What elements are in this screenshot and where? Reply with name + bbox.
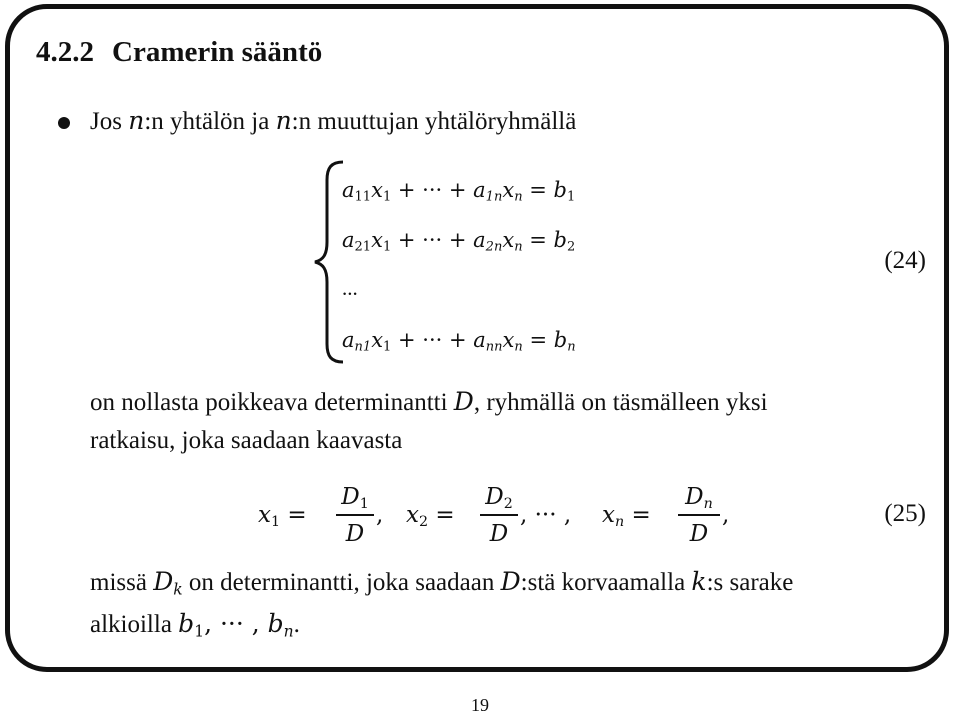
text-part: , ryhmällä on täsmälleen yksi bbox=[473, 389, 768, 416]
intro-part: :n yhtälön ja bbox=[144, 108, 276, 135]
subscript: 1 bbox=[194, 622, 205, 641]
subscript: 1n bbox=[485, 189, 503, 205]
text-part: on nollasta poikkeava determinantti bbox=[90, 389, 454, 416]
variable: x bbox=[371, 228, 383, 252]
section-title bbox=[36, 34, 322, 70]
text-part: missä bbox=[90, 569, 154, 596]
denominator: D bbox=[689, 521, 709, 547]
ellipsis: , ··· , bbox=[204, 609, 268, 638]
variable: x bbox=[371, 178, 383, 202]
numerator bbox=[480, 482, 518, 514]
variable: D bbox=[500, 567, 521, 596]
formula-term-n bbox=[602, 500, 651, 530]
operator: + ··· + bbox=[391, 178, 474, 202]
variable: x bbox=[502, 178, 515, 202]
subscript: 21 bbox=[354, 239, 372, 255]
equals-sign: = bbox=[522, 328, 554, 352]
subscript: 1 bbox=[382, 189, 392, 205]
subscript: n1 bbox=[354, 339, 372, 355]
subscript: 11 bbox=[354, 189, 372, 205]
body-text-line: ratkaisu, joka saadaan kaavasta bbox=[90, 427, 403, 454]
operator: + ··· + bbox=[391, 228, 474, 252]
subscript: n bbox=[283, 622, 294, 641]
subscript: 1 bbox=[383, 339, 392, 355]
body-text-line bbox=[90, 608, 300, 641]
coefficient: a bbox=[342, 178, 355, 202]
variable: x bbox=[502, 328, 515, 352]
text-part: alkioilla bbox=[90, 611, 179, 638]
body-text-line bbox=[90, 566, 793, 599]
subscript: n bbox=[514, 189, 523, 205]
equals-sign: = bbox=[280, 502, 307, 528]
subscript: 2 bbox=[418, 513, 429, 530]
variable: b bbox=[178, 609, 195, 638]
bullet-icon bbox=[58, 117, 70, 129]
subscript: 1 bbox=[566, 189, 576, 205]
subscript: n bbox=[703, 495, 713, 512]
denominator: D bbox=[489, 521, 509, 547]
subscript: 2n bbox=[485, 239, 503, 255]
comma: , bbox=[722, 502, 730, 528]
text-part: on determinantti, joka saadaan bbox=[182, 569, 501, 596]
operator: + ··· + bbox=[391, 328, 474, 352]
intro-part: :n muuttujan yhtälöryhmällä bbox=[291, 108, 577, 135]
numerator bbox=[678, 482, 720, 514]
variable: x bbox=[502, 228, 515, 252]
equation-number-25: (25) bbox=[884, 500, 926, 527]
intro-variable: n bbox=[128, 106, 145, 135]
variable: D bbox=[341, 484, 360, 510]
subscript: n bbox=[514, 239, 523, 255]
fraction-2 bbox=[480, 482, 518, 551]
equation-row-2 bbox=[342, 226, 575, 254]
intro-text bbox=[90, 105, 576, 138]
variable: D bbox=[685, 484, 704, 510]
equals-sign: = bbox=[522, 228, 554, 252]
section-title-text: Cramerin sääntö bbox=[112, 36, 323, 68]
subscript: 2 bbox=[503, 495, 513, 512]
subscript: n bbox=[567, 339, 576, 355]
subscript: 2 bbox=[566, 239, 576, 255]
subscript: nn bbox=[485, 339, 503, 355]
equation-row-n bbox=[342, 326, 576, 354]
equation-row-1 bbox=[342, 176, 575, 204]
coefficient: a bbox=[473, 228, 486, 252]
subscript: n bbox=[614, 513, 625, 530]
page-number: 19 bbox=[471, 695, 489, 715]
period: . bbox=[293, 611, 300, 638]
constant: b bbox=[553, 328, 568, 352]
text-part: :s sarake bbox=[706, 569, 794, 596]
equation-dots: ... bbox=[342, 276, 358, 300]
coefficient: a bbox=[342, 328, 355, 352]
equals-sign: = bbox=[522, 178, 554, 202]
equation-number-24: (24) bbox=[884, 247, 926, 274]
variable: b bbox=[267, 609, 284, 638]
subscript: 1 bbox=[359, 495, 369, 512]
equals-sign: = bbox=[624, 502, 651, 528]
formula-term-1 bbox=[258, 500, 307, 530]
comma: , bbox=[376, 502, 384, 528]
subscript: k bbox=[173, 580, 183, 599]
formula-term-2 bbox=[406, 500, 455, 530]
subscript: 1 bbox=[270, 513, 281, 530]
variable: D bbox=[153, 567, 174, 596]
fraction-1 bbox=[336, 482, 374, 551]
intro-part: Jos bbox=[90, 108, 129, 135]
variable: x bbox=[258, 502, 271, 528]
section-number: 4.2.2 bbox=[36, 36, 94, 68]
fraction-n bbox=[678, 482, 720, 551]
text-part: :stä korvaamalla bbox=[520, 569, 692, 596]
left-brace bbox=[313, 158, 345, 366]
body-text-line bbox=[90, 386, 768, 419]
numerator bbox=[336, 482, 374, 514]
constant: b bbox=[553, 178, 567, 202]
constant: b bbox=[553, 228, 567, 252]
variable: x bbox=[371, 328, 384, 352]
equals-sign: = bbox=[428, 502, 455, 528]
subscript: 1 bbox=[382, 239, 392, 255]
variable: x bbox=[406, 502, 419, 528]
coefficient: a bbox=[342, 228, 355, 252]
variable: k bbox=[691, 567, 707, 596]
denominator: D bbox=[345, 521, 365, 547]
variable: x bbox=[602, 502, 615, 528]
intro-variable: n bbox=[275, 106, 292, 135]
variable: D bbox=[485, 484, 504, 510]
ellipsis: , ··· , bbox=[520, 502, 572, 528]
variable: D bbox=[453, 387, 474, 416]
coefficient: a bbox=[473, 178, 486, 202]
subscript: n bbox=[514, 339, 523, 355]
coefficient: a bbox=[473, 328, 486, 352]
